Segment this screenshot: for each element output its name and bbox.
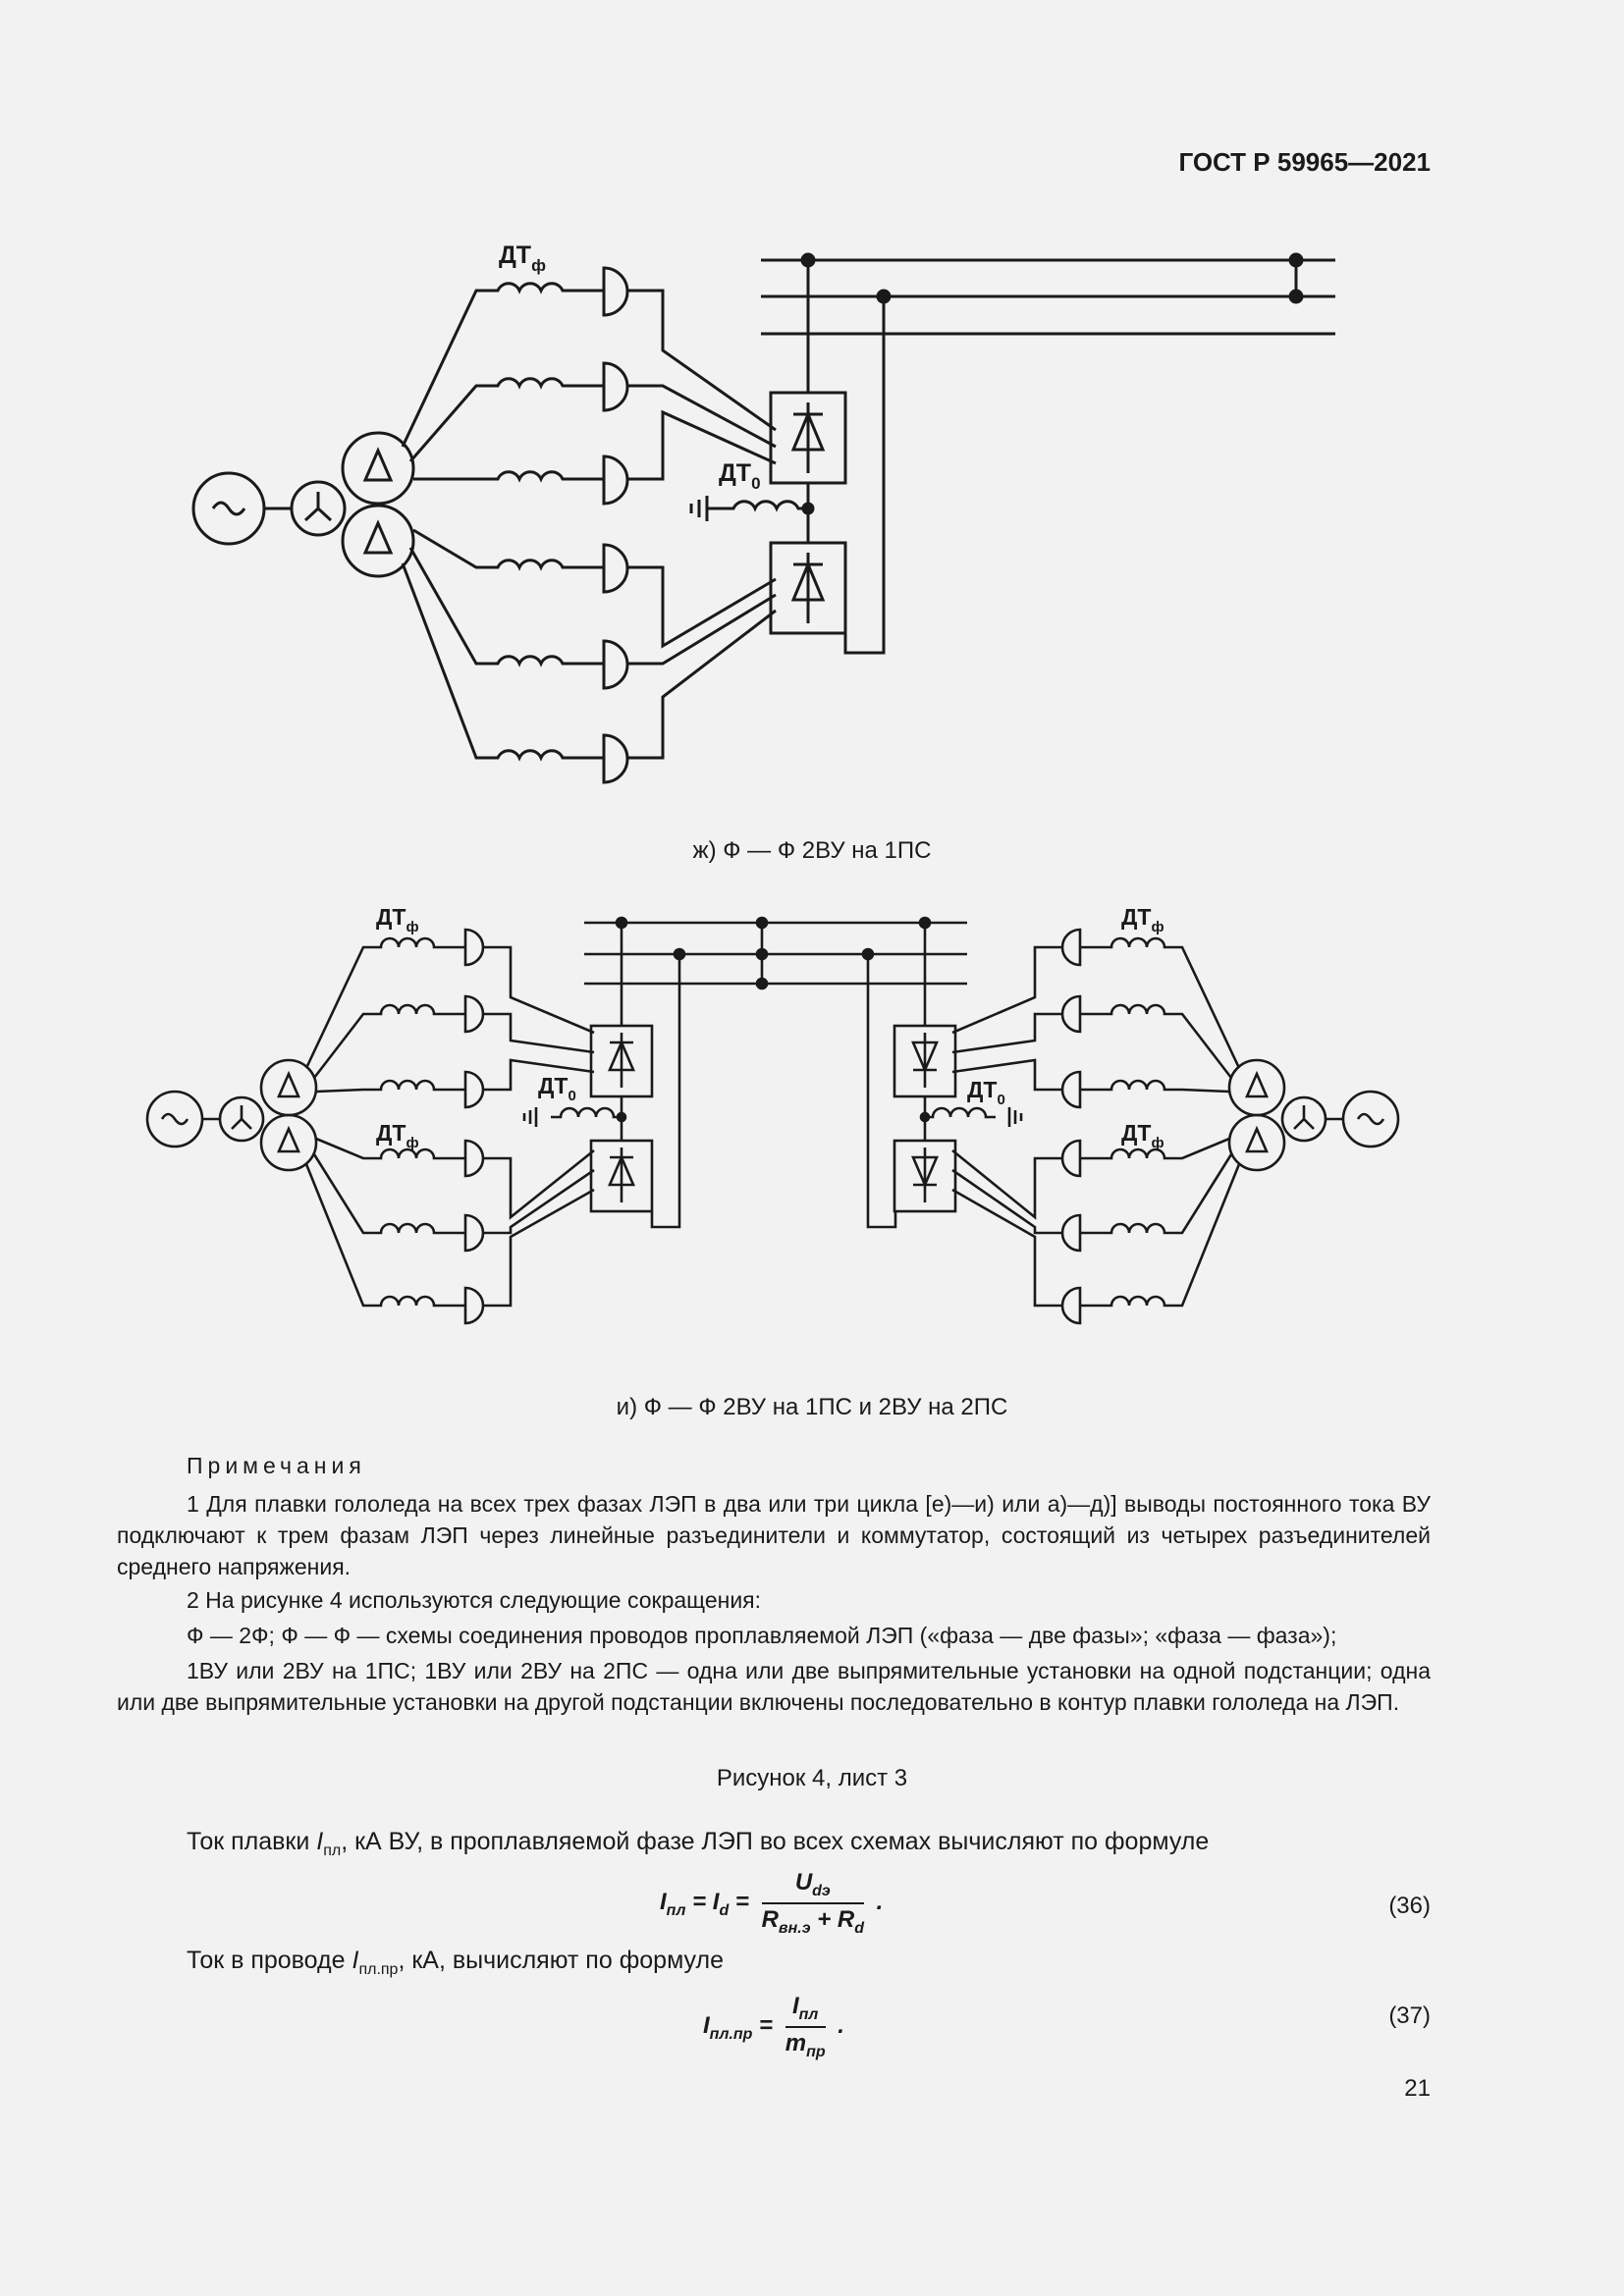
standard-header: ГОСТ Р 59965—2021 — [1178, 147, 1431, 177]
transformer-left-delta-upper — [261, 1060, 316, 1115]
note-2: 2 На рисунке 4 используются следующие сокращения: — [187, 1587, 762, 1613]
figure-i-caption: и) Ф — Ф 2ВУ на 1ПС и 2ВУ на 2ПС — [616, 1394, 1008, 1420]
phase-branch-6 — [488, 611, 776, 782]
phase-branch-3 — [488, 412, 776, 504]
dt-phase-label-left-upper: $ДТ_ф$ — [376, 904, 419, 935]
rectifier-left-lower — [591, 1141, 652, 1211]
phase-branch-5 — [488, 595, 776, 688]
note-2a: Ф — 2Ф; Ф — Ф — схемы соединения проводов проплавляемой ЛЭП («фаза — две фазы»; «фаза — фаза»); — [187, 1623, 1337, 1648]
figure-sheet-caption: Рисунок 4, лист 3 — [716, 1765, 908, 1791]
notes-title: Примечания — [187, 1453, 366, 1478]
dt-zero-label-left: $ДТ_0$ — [538, 1073, 576, 1104]
formula-36-fraction: $\frac{U_{dэ}}{R_{вн.э} + R_d}$ — [761, 1869, 865, 1937]
formula-36: $I_{пл} = I_d$ = $\frac{U_{dэ}}{R_{вн.э} + R_d}$ . — [660, 1869, 884, 1937]
phase-branch-4 — [488, 545, 776, 646]
formula-36-number: (36) — [1388, 1893, 1431, 1919]
rectifier-unit-upper — [771, 393, 845, 483]
rectifier-left-upper — [591, 1026, 652, 1096]
circuit-diagram-zh — [0, 216, 1624, 825]
rectifier-right-upper — [894, 1026, 955, 1096]
figure-zh-caption: ж) Ф — Ф 2ВУ на 1ПС — [692, 837, 932, 864]
transformer-right-delta-upper — [1229, 1060, 1284, 1115]
dt-phase-label-right-upper: $ДТ_ф$ — [1121, 904, 1164, 935]
dt-phase-label: $ДТ_ф$ — [499, 241, 546, 275]
dt-zero-label-right: $ДТ_0$ — [967, 1077, 1005, 1108]
left-phase-branches — [373, 930, 594, 1323]
transformer-left-delta-lower — [261, 1115, 316, 1170]
dt-zero-label: $ДТ_0$ — [719, 459, 761, 493]
rectifier-unit-lower — [771, 543, 845, 633]
formula-37: $I_{пл.пр}$ = $\frac{I_{пл}}{m_{пр}}$ . — [703, 1993, 844, 2060]
note-1: 1 Для плавки гололеда на всех трех фазах ЛЭП в два или три цикла [е)—и) или а)—д)] выводы постоянного тока ВУ подключают к трем фазам ЛЭП через линейные разъединители и коммутатор, состоящий из четырех разъединителей среднего напряжения. — [117, 1491, 1431, 1579]
rectifier-right-lower — [894, 1141, 955, 1211]
phase-branch-1 — [488, 268, 776, 430]
transformer-right-delta-lower — [1229, 1115, 1284, 1170]
dt-phase-label-left-lower: $ДТ_ф$ — [376, 1120, 419, 1151]
text-melting-current: Ток плавки $I_{пл}$, кА ВУ, в проплавляемой фазе ЛЭП во всех схемах вычисляют по формуле — [187, 1828, 1210, 1859]
note-2b: 1ВУ или 2ВУ на 1ПС; 1ВУ или 2ВУ на 2ПС — одна или две выпрямительные установки на одной подстанции; одна или две выпрямительные установки на другой подстанции включены последовательно в контур плавки гололеда на ЛЭП. — [117, 1658, 1431, 1715]
circuit-diagram-i — [0, 893, 1624, 1355]
page-number: 21 — [1404, 2075, 1431, 2102]
formula-37-fraction: $\frac{I_{пл}}{m_{пр}}$ — [785, 1993, 826, 2060]
text-wire-current: Ток в проводе $I_{пл.пр}$, кА, вычисляют по формуле — [187, 1947, 724, 1978]
formula-37-number: (37) — [1388, 2002, 1431, 2029]
dt-phase-label-right-lower: $ДТ_ф$ — [1121, 1120, 1164, 1151]
phase-branch-2 — [488, 363, 776, 447]
